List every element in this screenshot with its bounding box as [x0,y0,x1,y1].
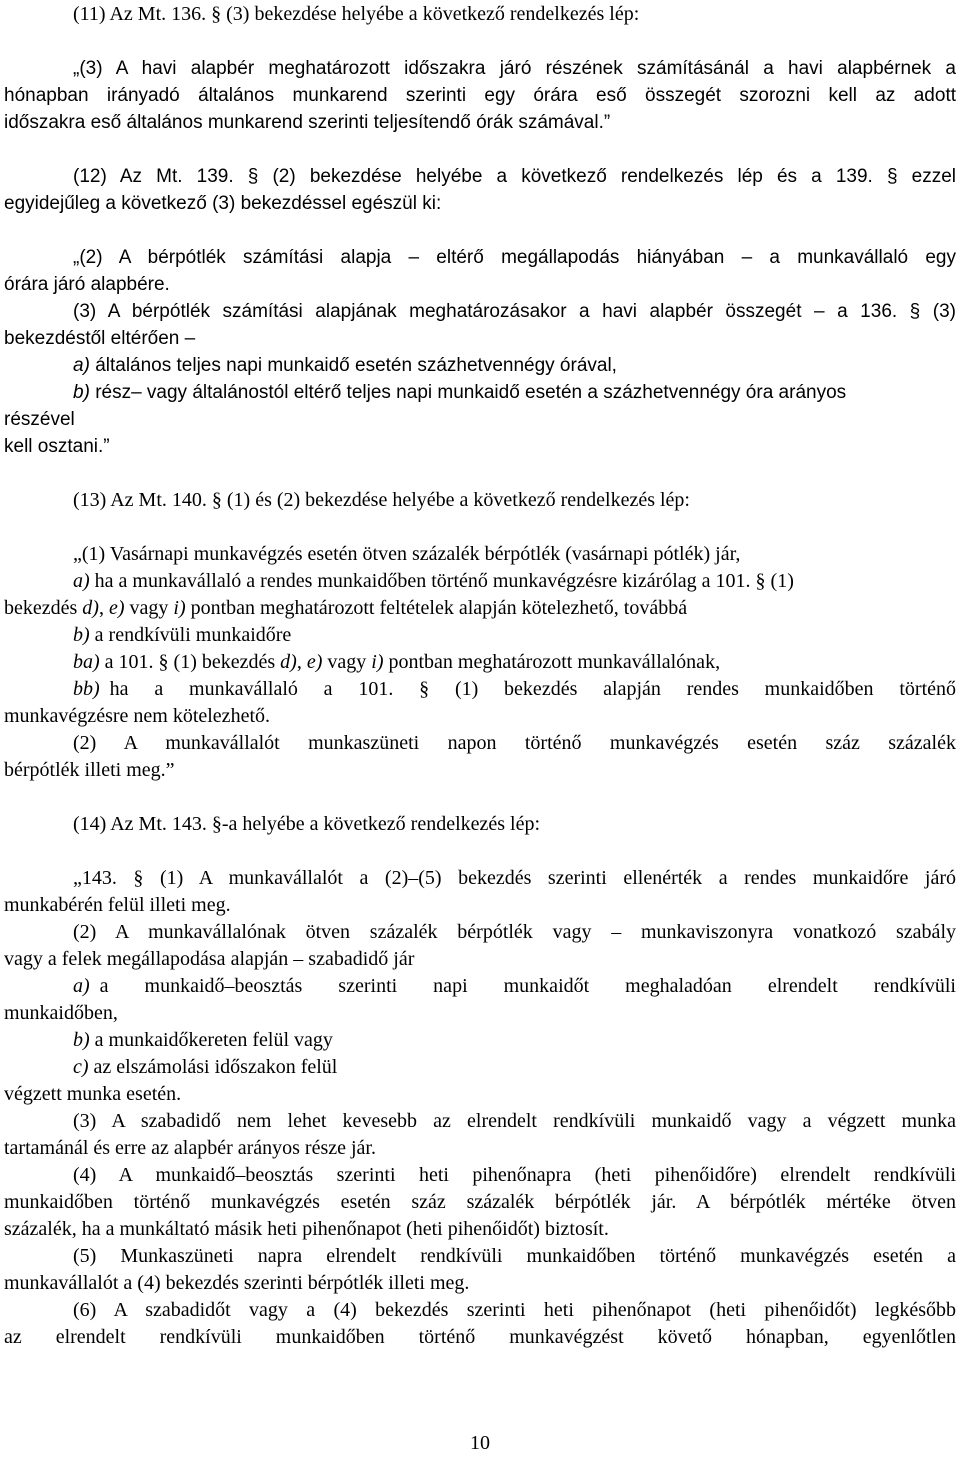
list-marker: a) [73,355,90,376]
list-marker: b) [73,382,90,403]
list-item-text: általános teljes napi munkaidő esetén százhetvennégy órával, [95,355,617,376]
amendment-heading: (13) Az Mt. 140. § (1) és (2) bekezdése helyébe a következő rendelkezés lép: [73,489,690,511]
text-fragment: , [296,651,302,673]
text-line [4,595,956,622]
list-item [73,1027,956,1054]
text-fragment: pontban meghatározott munkavállalónak, [388,651,721,673]
point-ref: e) [306,651,323,673]
list-item-text: a munkaidőkereten felül vagy [94,1029,333,1051]
text-line: „(2) A bérpótlék számítási alapja – eltérő megállapodás hiányában – a munkavállaló egy [73,247,956,268]
text-line: százalék, ha a munkáltató másik heti pihenőnapot (heti pihenőidőt) biztosít. [4,1218,609,1240]
point-ref: i) [173,597,186,619]
list-item-text: a rendkívüli munkaidőre [94,624,292,646]
text-line: munkavállalót a (4) bekezdés szerinti bérpótlék illeti meg. [4,1272,470,1294]
text-line: (6) A szabadidőt vagy a (4) bekezdés szerinti heti pihenőnapot (heti pihenőidőt) legkésőbb [73,1299,956,1321]
list-item-text: rész– vagy általánostól eltérő teljes napi munkaidő esetén a százhetvennégy óra arányos [95,382,847,403]
text-line: vagy a felek megállapodása alapján – szabadidő jár [4,948,415,970]
text-fragment: pontban meghatározott feltételek alapján kötelezhető, továbbá [190,597,688,619]
text-line: (2) A munkavállalónak ötven százalék bérpótlék vagy – munkaviszonyra vonatkozó szabály [73,921,956,943]
text-line: az elrendelt rendkívüli munkaidőben történő munkavégzést követő hónapban, egyenlőtlen [4,1326,956,1348]
text-line: (3) A bérpótlék számítási alapjának meghatározásakor a havi alapbér összegét – a 136. § (3) [73,301,956,322]
list-item-text: ha a munkavállaló a rendes munkaidőben történő munkavégzésre kizárólag a 101. § (1) [94,570,794,592]
list-marker: b) [73,1029,90,1051]
text-line: (3) A szabadidő nem lehet kevesebb az elrendelt rendkívüli munkaidő vagy a végzett munka [73,1110,956,1132]
list-item [73,568,956,595]
list-item [73,379,956,406]
text-fragment: a 101. § (1) bekezdés [104,651,276,673]
text-line: (5) Munkaszüneti napra elrendelt rendkívüli munkaidőben történő munkavégzés esetén a [73,1245,956,1267]
list-item-text: ha a munkavállaló a 101. § (1) bekezdés alapján rendes munkaidőben történő [109,678,956,700]
text-line: munkaidőben, [4,1002,118,1024]
page-number: 10 [470,1432,490,1454]
text-line: bérpótlék illeti meg.” [4,759,175,781]
point-ref: d) [280,651,297,673]
list-item [73,1054,956,1081]
list-item [73,649,956,676]
list-item [73,676,956,703]
list-marker: b) [73,624,90,646]
text-fragment: bekezdés [4,597,78,619]
list-marker: bb) [73,678,100,700]
list-item-wrap [73,379,846,406]
list-marker: ba) [73,651,100,673]
text-fragment: vagy [327,651,367,673]
text-line: kell osztani.” [4,436,110,457]
list-item [73,352,956,379]
amendment-heading: (14) Az Mt. 143. §-a helyébe a következő rendelkezés lép: [73,813,541,835]
text-line: „(1) Vasárnapi munkavégzés esetén ötven százalék bérpótlék (vasárnapi pótlék) jár, [73,543,741,565]
text-line: bekezdéstől eltérően – [4,328,196,349]
point-ref: i) [371,651,384,673]
text-line: részével [4,409,75,430]
list-marker: a) [73,570,90,592]
point-ref: d) [82,597,99,619]
list-item [73,973,956,1000]
text-line: munkabérén felül illeti meg. [4,894,231,916]
text-line: (4) A munkaidő–beosztás szerinti heti pihenőnapra (heti pihenőidőre) elrendelt rendkívüli [73,1164,956,1186]
text-line: (2) A munkavállalót munkaszüneti napon történő munkavégzés esetén száz százalék [73,732,956,754]
text-line: órára járó alapbére. [4,274,170,295]
text-line: időszakra eső általános munkarend szerinti teljesítendő órák számával.” [4,112,611,133]
list-marker: c) [73,1056,89,1078]
list-marker: a) [73,975,90,997]
point-ref: e) [108,597,125,619]
text-line: hónapban irányadó általános munkarend szerinti egy órára eső összegét szorozni kell az adott [4,85,956,106]
text-line: végzett munka esetén. [4,1083,182,1105]
text-line: „(3) A havi alapbér meghatározott időszakra járó részének számításánál a havi alapbérnek a [73,58,956,79]
list-item [73,622,956,649]
text-line: munkaidőben történő munkavégzés esetén száz százalék bérpótlék jár. A bérpótlék mértéke ötven [4,1191,956,1213]
list-item-text: az elszámolási időszakon felül [93,1056,338,1078]
text-line: munkavégzésre nem kötelezhető. [4,705,270,727]
text-fragment: vagy [129,597,169,619]
text-fragment: , [98,597,104,619]
amendment-heading: (11) Az Mt. 136. § (3) bekezdése helyébe a következő rendelkezés lép: [73,3,640,25]
amendment-heading: (12) Az Mt. 139. § (2) bekezdése helyébe a következő rendelkezés lép és a 139. § ezzel [73,166,956,187]
amendment-heading: egyidejűleg a következő (3) bekezdéssel egészül ki: [4,193,442,214]
text-line: tartamánál és erre az alapbér arányos része jár. [4,1137,376,1159]
list-item-text: a munkaidő–beosztás szerinti napi munkaidőt meghaladóan elrendelt rendkívüli [99,975,956,997]
text-line: „143. § (1) A munkavállalót a (2)–(5) bekezdés szerinti ellenérték a rendes munkaidőre járó [73,867,956,889]
